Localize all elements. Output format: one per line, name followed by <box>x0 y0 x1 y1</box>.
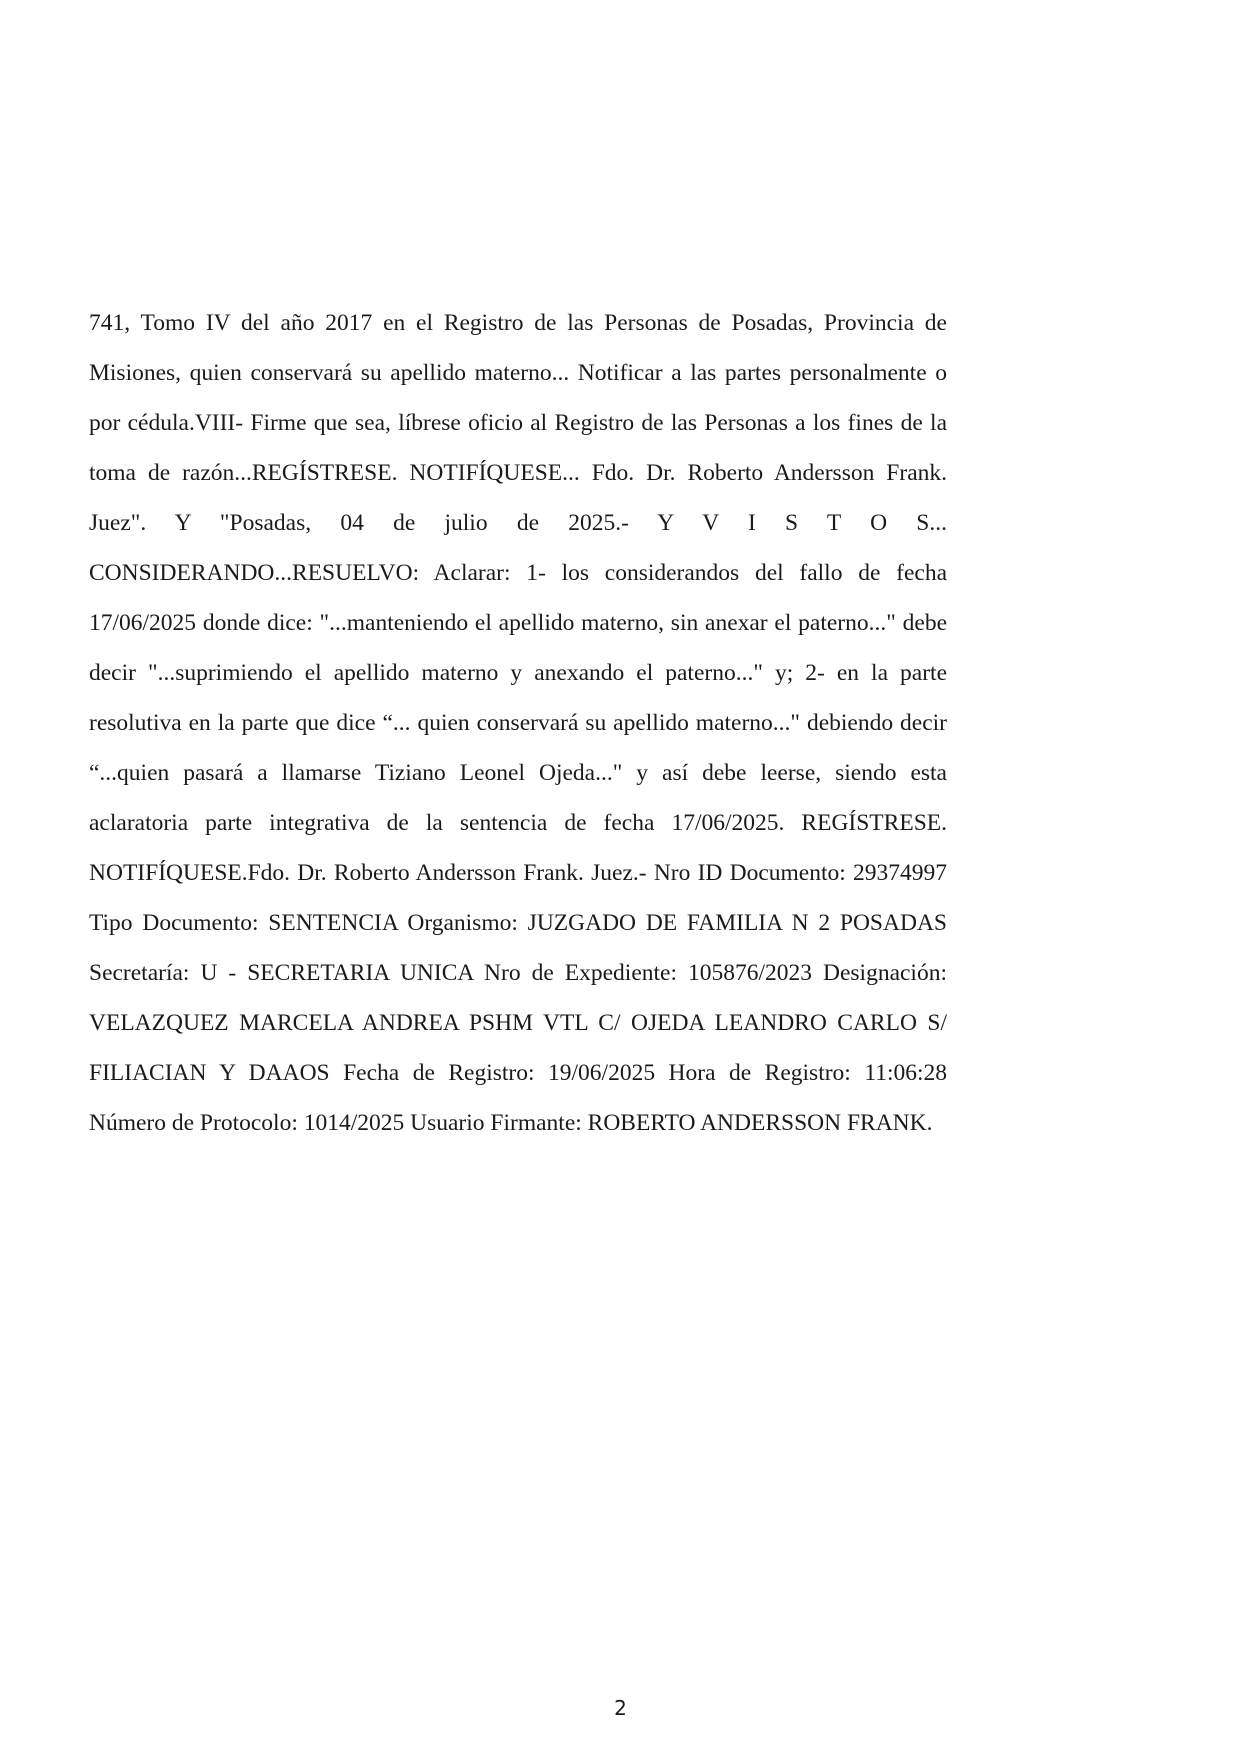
page-number: 2 <box>614 1696 627 1720</box>
document-body-paragraph: 741, Tomo IV del año 2017 en el Registro de las Personas de Posadas, Provincia de Misiones, quien conservará su apellido materno... Notificar a las partes personalmente o por cédula.VIII- Firme que sea, líbrese oficio al Registro de las Personas a los fines de la toma de razón...REGÍSTRESE. NOTIFÍQUESE... Fdo. Dr. Roberto Andersson Frank. Juez". Y "Posadas, 04 de julio de 2025.- Y V I S T O S... CONSIDERANDO...RESUELVO: Aclarar: 1- los considerandos del fallo de fecha 17/06/2025 donde dice: "...manteniendo el apellido materno, sin anexar el paterno..." debe decir "...suprimiendo el apellido materno y anexando el paterno..." y; 2- en la parte resolutiva en la parte que dice “... quien conservará su apellido materno..." debiendo decir “...quien pasará a llamarse Tiziano Leonel Ojeda..." y así debe leerse, siendo esta aclaratoria parte integrativa de la sentencia de fecha 17/06/2025. REGÍSTRESE. NOTIFÍQUESE.Fdo. Dr. Roberto Andersson Frank. Juez.- Nro ID Documento: 29374997 Tipo Documento: SENTENCIA Organismo: JUZGADO DE FAMILIA N 2 POSADAS Secretaría: U - SECRETARIA UNICA Nro de Expediente: 105876/2023 Designación: VELAZQUEZ MARCELA ANDREA PSHM VTL C/ OJEDA LEANDRO CARLO S/ FILIACIAN Y DAAOS Fecha de Registro: 19/06/2025 Hora de Registro: 11:06:28 Número de Protocolo: 1014/2025 Usuario Firmante: ROBERTO ANDERSSON FRANK. <box>89 310 947 1136</box>
